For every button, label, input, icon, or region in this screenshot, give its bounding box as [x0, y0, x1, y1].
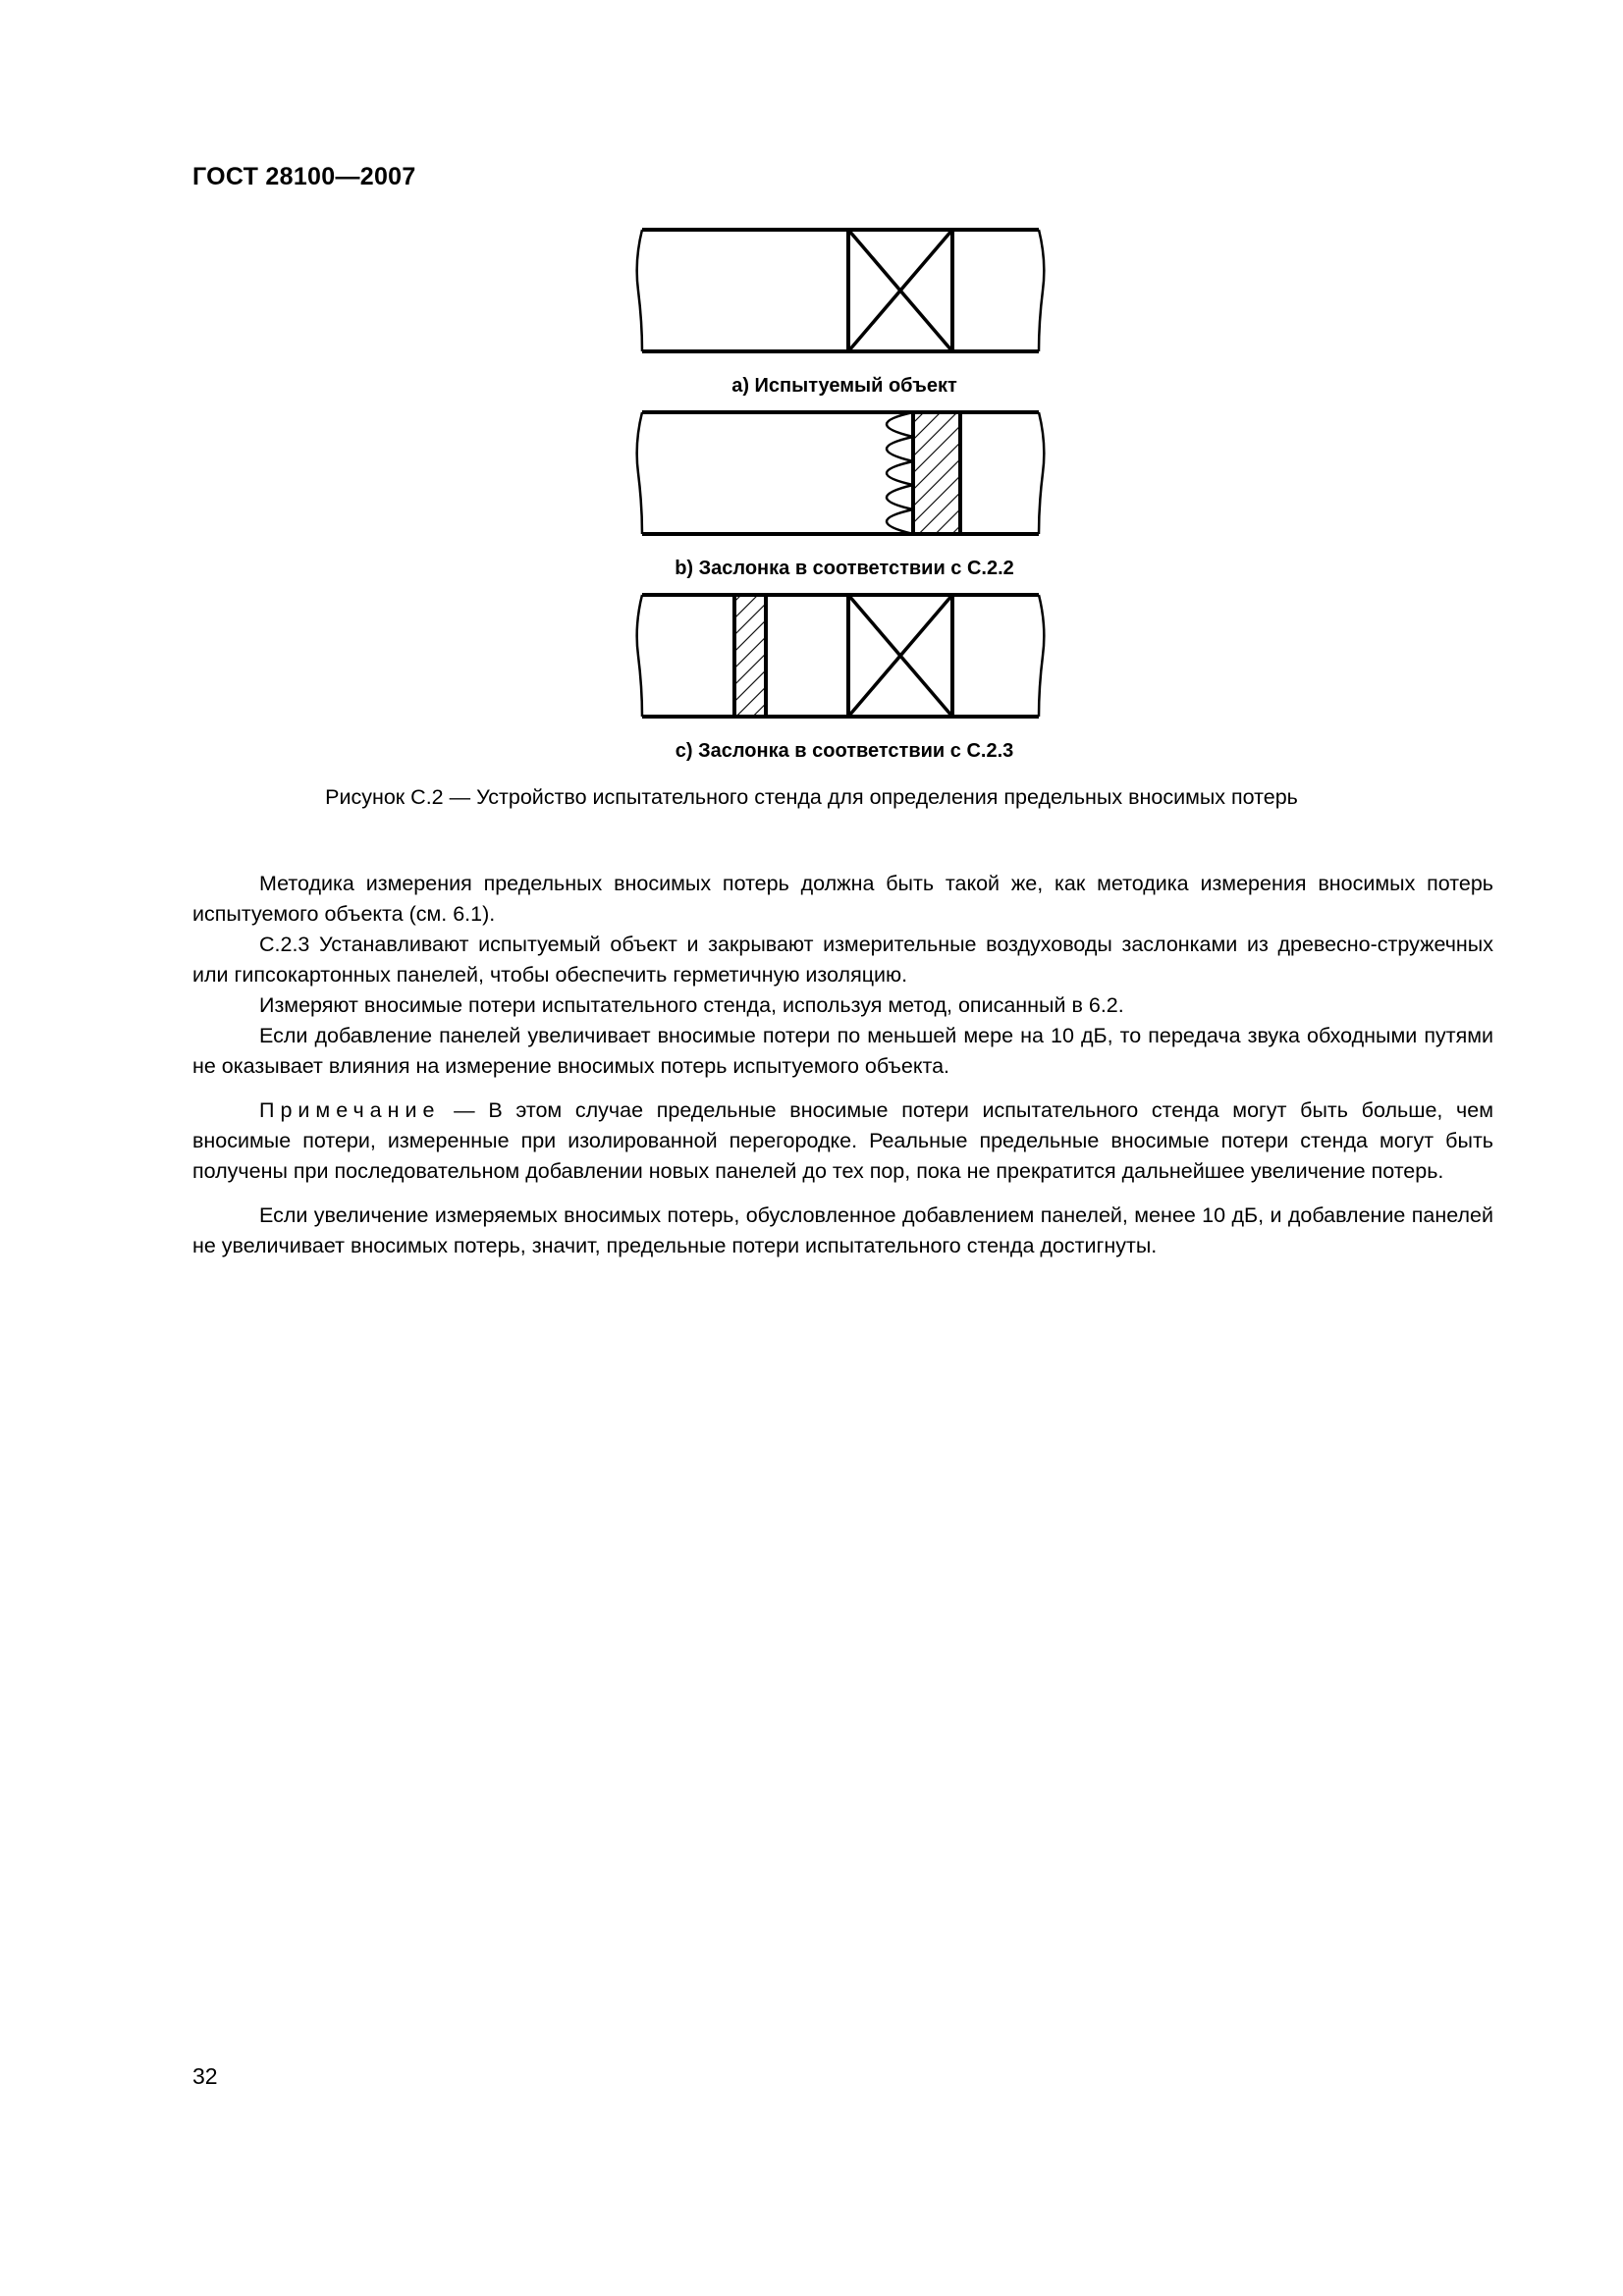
note	[192, 1095, 1493, 1187]
hatched-panel-b	[913, 412, 960, 534]
figure-c2	[628, 224, 1060, 774]
paragraph: Методика измерения предельных вносимых потерь должна быть такой же, как методика измерения вносимых потерь испытуемого объекта (см. 6.1).	[192, 872, 1493, 926]
test-object-box	[848, 230, 952, 351]
test-object-box-c	[848, 595, 952, 717]
paragraph: С.2.3 Устанавливают испытуемый объект и закрывают измерительные воздуховоды заслонками из древесно-стружечных или гипсокартонных панелей, чтобы обеспечить герметичную изоляцию.	[192, 933, 1493, 987]
note-text: — В этом случае предельные вносимые потери испытательного стенда могут быть больше, чем вносимые потери, измеренные при изолированной перегородке. Реальные предельные вносимые потери стенда могут быть получены при последовательном добавлении новых панелей до тех пор, пока не прекратится дальнейшее увеличение потерь.	[192, 1098, 1493, 1183]
duct-panel-c	[637, 595, 1045, 717]
body-text	[192, 869, 1493, 1261]
paragraph: Если увеличение измеряемых вносимых потерь, обусловленное добавлением панелей, менее 10 дБ, и добавление панелей не увеличивает вносимых потерь, значит, предельные потери испытательного стенда достигнуты.	[192, 1203, 1493, 1257]
panel-b-label: b) Заслонка в соответствии с С.2.2	[675, 558, 1014, 579]
duct-panel-b	[637, 412, 1045, 534]
insulation-layer	[887, 412, 913, 534]
figure-caption: Рисунок С.2 — Устройство испытательного стенда для определения предельных вносимых потерь	[325, 785, 1298, 809]
page-number: 32	[192, 2063, 218, 2089]
paragraph: Если добавление панелей увеличивает вносимые потери по меньшей мере на 10 дБ, то передача звука обходными путями не оказывает влияния на измерение вносимых потерь испытуемого объекта.	[192, 1024, 1493, 1078]
document-header: ГОСТ 28100—2007	[192, 163, 416, 190]
panel-c-label: c) Заслонка в соответствии с С.2.3	[675, 740, 1014, 762]
paragraph: Измеряют вносимые потери испытательного стенда, используя метод, описанный в 6.2.	[259, 993, 1124, 1017]
note-label: Примечание	[259, 1098, 441, 1122]
hatched-panel-c	[734, 595, 766, 717]
panel-a-label: a) Испытуемый объект	[731, 375, 957, 397]
duct-diagram	[628, 224, 1060, 774]
duct-panel-a	[637, 230, 1045, 351]
